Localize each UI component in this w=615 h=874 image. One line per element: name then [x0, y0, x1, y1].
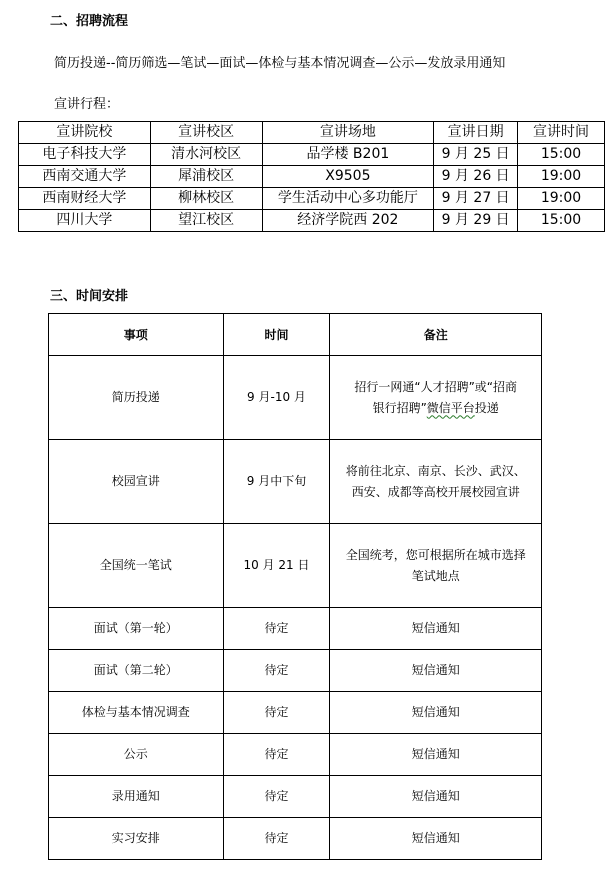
- schedule-time: 待定: [223, 608, 330, 650]
- table-row: [49, 608, 542, 650]
- section3-title: 三、时间安排: [50, 289, 129, 304]
- schedule-time: 9 月中下旬: [223, 440, 330, 524]
- schedule-time: 待定: [223, 692, 330, 734]
- tour-cell: 15:00: [518, 144, 605, 166]
- tour-cell: 9 月 26 日: [434, 166, 518, 188]
- tour-cell: 犀浦校区: [150, 166, 262, 188]
- tour-cell: 经济学院西 202: [262, 210, 434, 232]
- tour-cell: 西南交通大学: [19, 166, 151, 188]
- table-row: [49, 650, 542, 692]
- schedule-item: 体检与基本情况调查: [49, 692, 224, 734]
- schedule-note: [330, 524, 542, 608]
- tour-cell: X9505: [262, 166, 434, 188]
- schedule-note: [330, 440, 542, 524]
- table-row: [49, 776, 542, 818]
- table-row: [49, 734, 542, 776]
- tour-cell: 9 月 27 日: [434, 188, 518, 210]
- table-row: [19, 166, 605, 188]
- schedule-item: 录用通知: [49, 776, 224, 818]
- tour-cell: 9 月 25 日: [434, 144, 518, 166]
- schedule-item: 面试（第一轮）: [49, 608, 224, 650]
- schedule-note: 短信通知: [330, 650, 542, 692]
- schedule-header-cell: 事项: [49, 314, 224, 356]
- tour-header-cell: 宣讲场地: [262, 122, 434, 144]
- schedule-note: [330, 356, 542, 440]
- schedule-item: 实习安排: [49, 818, 224, 860]
- schedule-time: 待定: [223, 650, 330, 692]
- tour-cell: 19:00: [518, 166, 605, 188]
- schedule-item: 全国统一笔试: [49, 524, 224, 608]
- note-line: [334, 398, 537, 419]
- schedule-note: 短信通知: [330, 734, 542, 776]
- tour-table: [18, 121, 605, 232]
- note-line: 笔试地点: [411, 568, 460, 583]
- tour-cell: 学生活动中心多功能厅: [262, 188, 434, 210]
- tour-header-cell: 宣讲日期: [434, 122, 518, 144]
- table-row: [49, 440, 542, 524]
- tour-cell: 望江校区: [150, 210, 262, 232]
- schedule-table: [48, 313, 542, 860]
- schedule-item: 公示: [49, 734, 224, 776]
- tour-cell: 15:00: [518, 210, 605, 232]
- schedule-note: 短信通知: [330, 776, 542, 818]
- table-row: [49, 692, 542, 734]
- table-row: [49, 818, 542, 860]
- schedule-header-cell: 时间: [223, 314, 330, 356]
- tour-header-row: [19, 122, 605, 144]
- tour-label: 宣讲行程：: [54, 97, 120, 112]
- tour-header-cell: 宣讲院校: [19, 122, 151, 144]
- section2-title: 二、招聘流程: [50, 14, 129, 29]
- tour-header-cell: 宣讲时间: [518, 122, 605, 144]
- tour-cell: 清水河校区: [150, 144, 262, 166]
- table-row: [19, 188, 605, 210]
- process-text: 简历投递--简历筛选—笔试—面试—体检与基本情况调查—公示—发放录用通知: [54, 56, 506, 71]
- note-segment: 投递: [474, 400, 499, 415]
- note-segment-underlined: 微信平台: [426, 400, 475, 415]
- schedule-item: 面试（第二轮）: [49, 650, 224, 692]
- schedule-note: 短信通知: [330, 818, 542, 860]
- tour-header-cell: 宣讲校区: [150, 122, 262, 144]
- tour-cell: 电子科技大学: [19, 144, 151, 166]
- schedule-time: 待定: [223, 818, 330, 860]
- tour-cell: 西南财经大学: [19, 188, 151, 210]
- tour-cell: 四川大学: [19, 210, 151, 232]
- table-row: [19, 144, 605, 166]
- schedule-note: 短信通知: [330, 608, 542, 650]
- schedule-time: 10 月 21 日: [223, 524, 330, 608]
- schedule-header-row: [49, 314, 542, 356]
- schedule-header-cell: 备注: [330, 314, 542, 356]
- note-line: 将前往北京、南京、长沙、武汉、: [345, 463, 526, 478]
- schedule-item: 简历投递: [49, 356, 224, 440]
- note-line: 全国统考，您可根据所在城市选择: [345, 547, 526, 562]
- schedule-time: 待定: [223, 776, 330, 818]
- note-line: 招行一网通“人才招聘”或“招商: [354, 379, 518, 394]
- note-segment: 银行招聘”: [372, 400, 427, 415]
- table-row: [19, 210, 605, 232]
- tour-cell: 19:00: [518, 188, 605, 210]
- tour-cell: 品学楼 B201: [262, 144, 434, 166]
- tour-cell: 柳林校区: [150, 188, 262, 210]
- table-row: [49, 524, 542, 608]
- schedule-time: 9 月-10 月: [223, 356, 330, 440]
- note-line: 西安、成都等高校开展校园宣讲: [351, 484, 520, 499]
- table-row: [49, 356, 542, 440]
- schedule-item: 校园宣讲: [49, 440, 224, 524]
- schedule-time: 待定: [223, 734, 330, 776]
- tour-cell: 9 月 29 日: [434, 210, 518, 232]
- schedule-note: 短信通知: [330, 692, 542, 734]
